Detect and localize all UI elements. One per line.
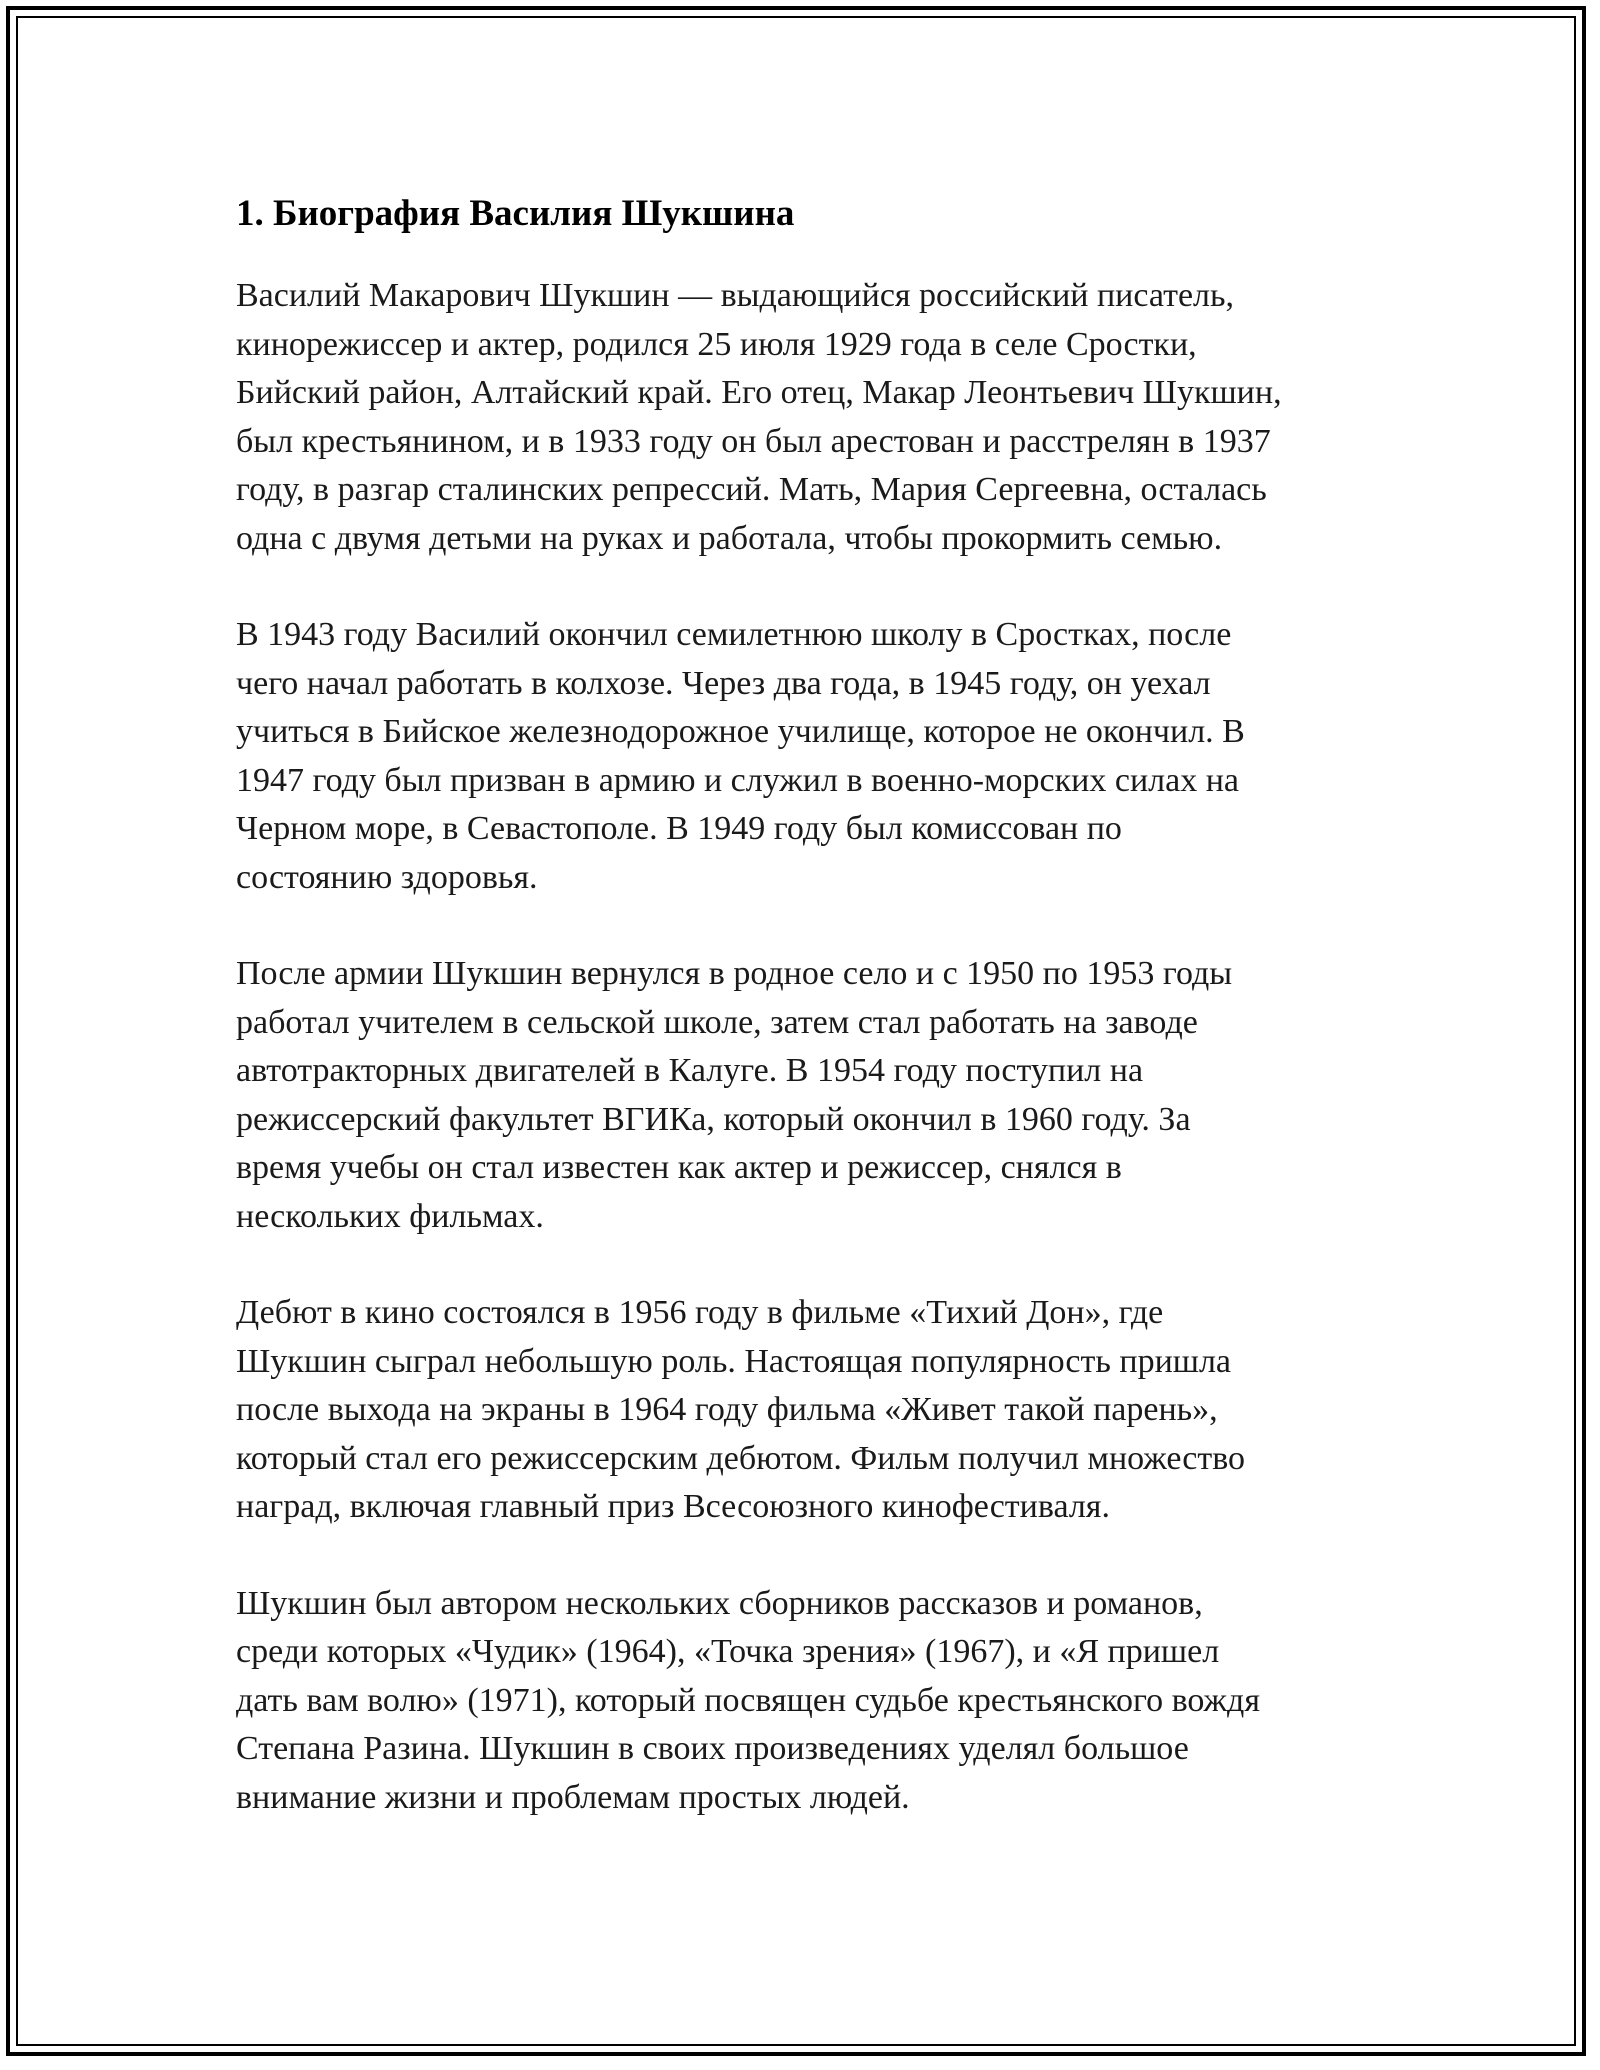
text-line: Дебют в кино состоялся в 1956 году в фильме «Тихий Дон», где bbox=[236, 1294, 1164, 1331]
text-line: наград, включая главный приз Всесоюзного кинофестиваля. bbox=[236, 1488, 1110, 1525]
text-line: среди которых «Чудик» (1964), «Точка зрения» (1967), и «Я пришел bbox=[236, 1633, 1220, 1670]
text-line: время учебы он стал известен как актер и режиссер, снялся в bbox=[236, 1149, 1122, 1186]
text-line: учиться в Бийское железнодорожное училище, которое не окончил. В bbox=[236, 713, 1245, 750]
text-line: который стал его режиссерским дебютом. Фильм получил множество bbox=[236, 1439, 1246, 1477]
text-line: чего начал работать в колхозе. Через два года, в 1945 году, он уехал bbox=[236, 664, 1211, 702]
paragraph-early-life bbox=[236, 272, 1396, 563]
text-line: нескольких фильмах. bbox=[236, 1197, 544, 1235]
paragraph-education bbox=[236, 950, 1396, 1241]
text-line: После армии Шукшин вернулся в родное село и с 1950 по 1953 годы bbox=[236, 955, 1233, 992]
text-line: после выхода на экраны в 1964 году фильма «Живет такой парень», bbox=[236, 1391, 1218, 1428]
text-line: Черном море, в Севастополе. В 1949 году был комиссован по bbox=[236, 810, 1122, 847]
text-line: Степана Разина. Шукшин в своих произведениях уделял большое bbox=[236, 1730, 1189, 1767]
text-line: Бийский район, Алтайский край. Его отец, Макар Леонтьевич Шукшин, bbox=[236, 374, 1282, 411]
paragraph-literary-works bbox=[236, 1580, 1396, 1823]
document-body bbox=[236, 186, 1396, 1870]
paragraph-school-army bbox=[236, 611, 1396, 902]
text-line: автотракторных двигателей в Калуге. В 1954 году поступил на bbox=[236, 1052, 1144, 1089]
text-line: работал учителем в сельской школе, затем стал работать на заводе bbox=[236, 1003, 1198, 1041]
text-line: дать вам волю» (1971), который посвящен судьбе крестьянского вождя bbox=[236, 1681, 1260, 1719]
text-line: состоянию здоровья. bbox=[236, 858, 538, 896]
text-line: кинорежиссер и актер, родился 25 июля 1929 года в селе Сростки, bbox=[236, 325, 1197, 363]
text-line: В 1943 году Василий окончил семилетнюю школу в Сростках, после bbox=[236, 616, 1232, 653]
text-line: был крестьянином, и в 1933 году он был арестован и расстрелян в 1937 bbox=[236, 422, 1271, 460]
text-line: Шукшин сыграл небольшую роль. Настоящая популярность пришла bbox=[236, 1342, 1232, 1380]
text-line: режиссерский факультет ВГИКа, который окончил в 1960 году. За bbox=[236, 1100, 1191, 1138]
paragraph-film-debut bbox=[236, 1289, 1396, 1532]
text-line: году, в разгар сталинских репрессий. Мать, Мария Сергеевна, осталась bbox=[236, 471, 1267, 508]
text-line: Шукшин был автором нескольких сборников рассказов и романов, bbox=[236, 1584, 1203, 1622]
text-line: внимание жизни и проблемам простых людей. bbox=[236, 1778, 910, 1816]
text-line: Василий Макарович Шукшин — выдающийся российский писатель, bbox=[236, 277, 1235, 314]
page-title: 1. Биография Василия Шукшина bbox=[236, 193, 795, 234]
text-line: одна с двумя детьми на руках и работала, чтобы прокормить семью. bbox=[236, 519, 1223, 557]
text-line: 1947 году был призван в армию и служил в военно-морских силах на bbox=[236, 761, 1239, 799]
